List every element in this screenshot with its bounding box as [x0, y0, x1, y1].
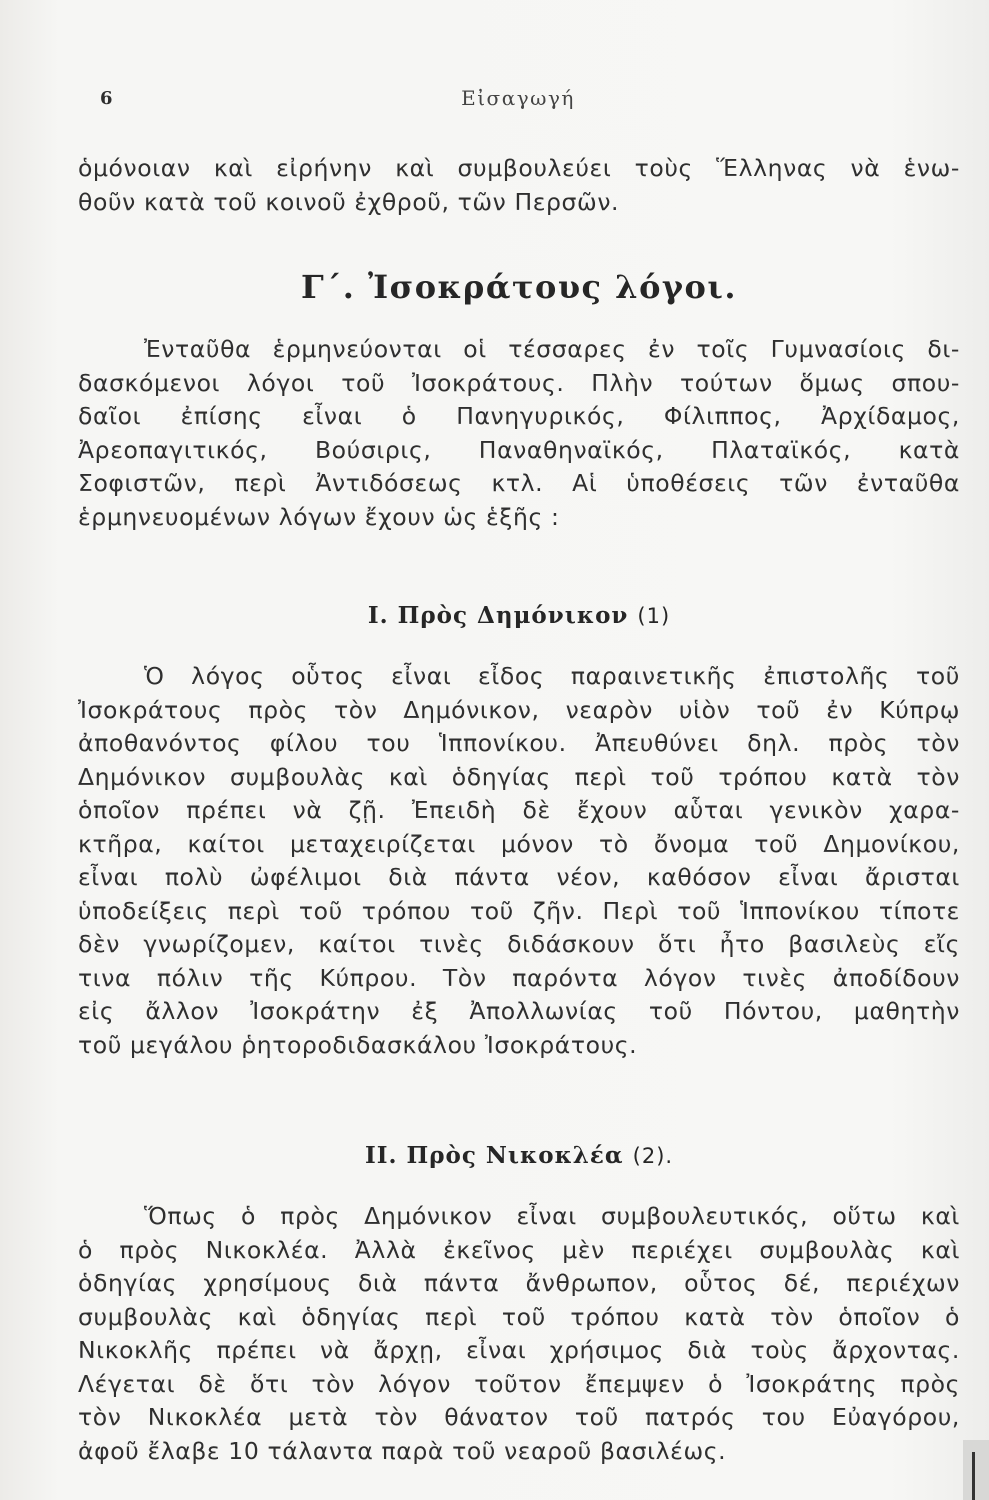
text-line: ὑποδείξεις περὶ τοῦ τρόπου τοῦ ζῆν. Περὶ τοῦ Ἱππονίκου τίποτε [78, 896, 960, 925]
text-line: τινα πόλιν τῆς Κύπρου. Τὸν παρόντα λόγον τινὲς ἀποδίδουν [78, 963, 960, 992]
page-header [78, 82, 958, 122]
text-line: ἑρμηνευομένων λόγων ἔχουν ὡς ἑξῆς : [78, 502, 560, 531]
page-edge-shadow [963, 1440, 989, 1500]
text-line: Ἐνταῦθα ἑρμηνεύονται οἱ τέσσαρες ἐν τοῖς Γυμνασίοις δι- [144, 335, 960, 363]
page-edge-mark [972, 1452, 975, 1500]
text-line: ὁποῖον πρέπει νὰ ζῇ. Ἐπειδὴ δὲ ἔχουν αὗται γενικὸν χαρα- [78, 796, 960, 824]
text-line: Λέγεται δὲ ὅτι τὸν λόγον τοῦτον ἔπεμψεν ὁ Ἰσοκράτης πρὸς [78, 1369, 960, 1398]
section-heading-one [78, 602, 960, 629]
text-line: Ἀρεοπαγιτικός, Βούσιρις, Παναθηναϊκός, Πλαταϊκός, κατὰ [78, 435, 960, 464]
text-line: εἶναι πολὺ ὠφέλιμοι διὰ πάντα νέον, καθόσον εἶναι ἄρισται [78, 863, 960, 891]
text-line: κτῆρα, καίτοι μεταχειρίζεται μόνον τὸ ὄνομα τοῦ Δημονίκου, [78, 829, 960, 858]
section-heading-one-title: I. Πρὸς Δημόνικον [367, 602, 629, 629]
text-line: συμβουλὰς καὶ ὁδηγίας περὶ τοῦ τρόπου κατὰ τὸν ὁποῖον ὁ [78, 1302, 960, 1331]
text-line: Ὁ λόγος οὗτος εἶναι εἶδος παραινετικῆς ἐπιστολῆς τοῦ [144, 662, 960, 690]
text-line: Ἰσοκράτους πρὸς τὸν Δημόνικον, νεαρὸν υἱὸν τοῦ ἐν Κύπρῳ [78, 695, 960, 724]
section-heading-two [78, 1142, 960, 1169]
section-heading-gamma: Γ΄. Ἰσοκράτους λόγοι. [300, 268, 738, 306]
section-two-paragraph [78, 1200, 960, 1468]
text-line: ὁμόνοιαν καὶ εἰρήνην καὶ συμβουλεύει τοὺς Ἕλληνας νὰ ἑνω- [78, 154, 960, 182]
text-line: τὸν Νικοκλέα μετὰ τὸν θάνατον τοῦ πατρός του Εὐαγόρου, [78, 1403, 960, 1431]
text-line: Ὅπως ὁ πρὸς Δημόνικον εἶναι συμβουλευτικός, οὕτω καὶ [144, 1202, 960, 1230]
text-line: Νικοκλῆς πρέπει νὰ ἄρχῃ, εἶναι χρήσιμος διὰ τοὺς ἄρχοντας. [78, 1336, 960, 1364]
text-line: δασκόμενοι λόγοι τοῦ Ἰσοκράτους. Πλὴν τούτων ὅμως σπου- [78, 368, 960, 397]
text-line: δὲν γνωρίζομεν, καίτοι τινὲς διδάσκουν ὅτι ἦτο βασιλεὺς εἴς [78, 930, 960, 958]
intro-paragraph [78, 152, 960, 219]
text-line: ὁ πρὸς Νικοκλέα. Ἀλλὰ ἐκεῖνος μὲν περιέχει συμβουλὰς καὶ [78, 1235, 960, 1264]
text-line: τοῦ μεγάλου ῥητοροδιδασκάλου Ἰσοκράτους. [78, 1030, 638, 1059]
footnote-ref: (1) [637, 604, 671, 628]
page-number: 6 [100, 88, 113, 109]
text-line: δαῖοι ἐπίσης εἶναι ὁ Πανηγυρικός, Φίλιππος, Ἀρχίδαμος, [78, 402, 960, 430]
section-heading-two-title: II. Πρὸς Νικοκλέα [364, 1142, 624, 1169]
section-one-paragraph [78, 660, 960, 1062]
text-line: ἀποθανόντος φίλου του Ἱππονίκου. Ἀπευθύνει δηλ. πρὸς τὸν [78, 729, 960, 757]
text-line: Δημόνικον συμβουλὰς καὶ ὁδηγίας περὶ τοῦ τρόπου κατὰ τὸν [78, 762, 960, 791]
footnote-ref: (2). [632, 1144, 674, 1168]
running-head: Εἰσαγωγή [461, 86, 575, 110]
text-line: εἰς ἄλλον Ἰσοκράτην ἐξ Ἀπολλωνίας τοῦ Πόντου, μαθητὴν [78, 997, 960, 1025]
text-line: θοῦν κατὰ τοῦ κοινοῦ ἐχθροῦ, τῶν Περσῶν. [78, 187, 620, 216]
section-gamma-paragraph [78, 333, 960, 534]
text-line: ἀφοῦ ἔλαβε 10 τάλαντα παρὰ τοῦ νεαροῦ βασιλέως. [78, 1436, 727, 1465]
text-line: ὁδηγίας χρησίμους διὰ πάντα ἄνθρωπον, οὗτος δέ, περιέχων [78, 1269, 960, 1297]
text-line: Σοφιστῶν, περὶ Ἀντιδόσεως κτλ. Αἱ ὑποθέσεις τῶν ἐνταῦθα [78, 469, 960, 497]
